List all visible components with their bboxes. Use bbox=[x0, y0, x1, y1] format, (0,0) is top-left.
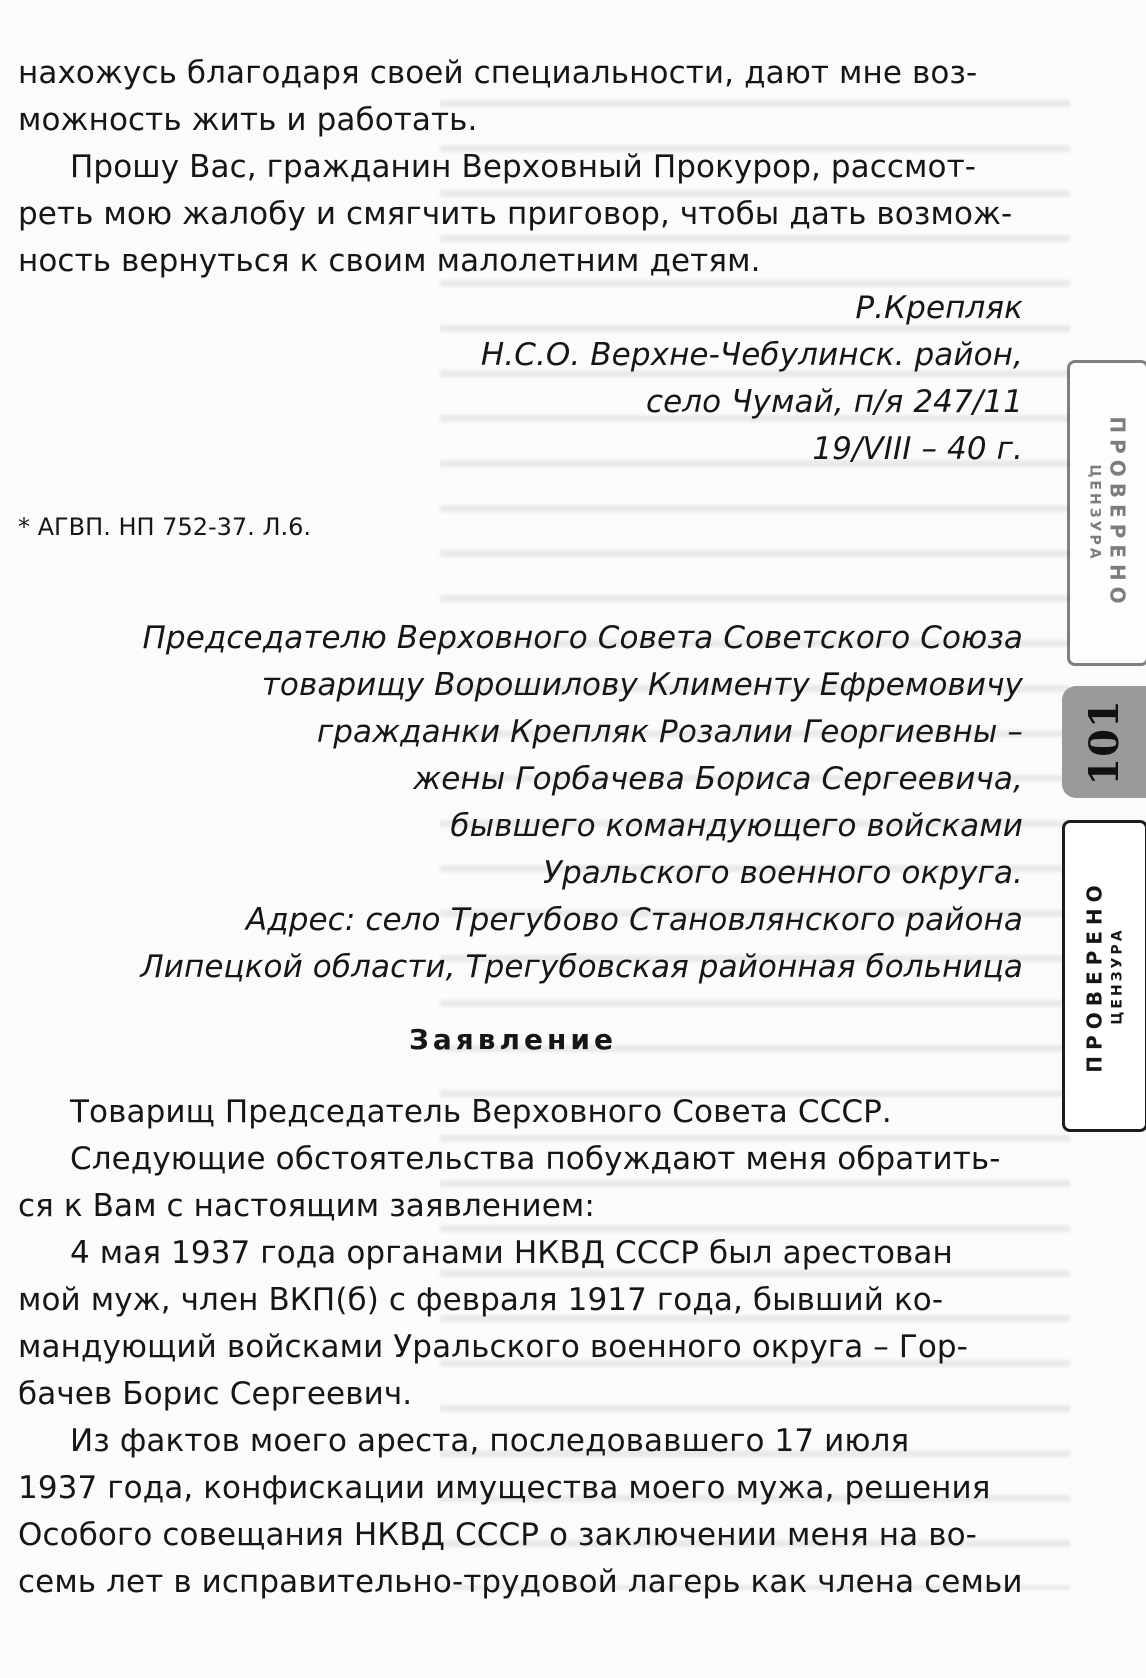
page-number-tab bbox=[1062, 686, 1146, 798]
text-line: нахожусь благодаря своей специальности, дают мне воз- bbox=[18, 55, 978, 91]
text-line: бачев Борис Сергеевич. bbox=[18, 1376, 413, 1412]
text-line: ся к Вам с настоящим заявлением: bbox=[18, 1188, 595, 1224]
page-number: 101 bbox=[1080, 698, 1128, 786]
signature-date: 19/VIII – 40 г. bbox=[812, 431, 1023, 467]
footnote: * АГВП. НП 752-37. Л.6. bbox=[18, 513, 312, 541]
stamp-subtext: ЦЕНЗУРА bbox=[1110, 927, 1126, 1025]
text-line: 1937 года, конфискации имущества моего мужа, решения bbox=[18, 1470, 991, 1506]
text-line: можность жить и работать. bbox=[18, 102, 478, 138]
stamp-text: ПРОВЕРЕНО bbox=[1106, 416, 1130, 610]
address-line: Липецкой области, Трегубовская районная больница bbox=[140, 949, 1023, 985]
text-line: ность вернуться к своим малолетним детям. bbox=[18, 243, 761, 279]
address-line: товарищу Ворошилову Клименту Ефремовичу bbox=[261, 667, 1023, 703]
address-line: Адрес: село Трегубово Становлянского района bbox=[245, 902, 1023, 938]
text-line: реть мою жалобу и смягчить приговор, чтобы дать возмож- bbox=[18, 196, 1013, 232]
signature-village: село Чумай, п/я 247/11 bbox=[645, 384, 1023, 420]
address-line: бывшего командующего войсками bbox=[450, 808, 1023, 844]
text-line: семь лет в исправительно-трудовой лагерь как члена семьи bbox=[18, 1564, 1023, 1600]
address-line: Уральского военного округа. bbox=[543, 855, 1023, 891]
signature-region: Н.С.О. Верхне-Чебулинск. район, bbox=[480, 337, 1023, 373]
stamp-subtext: ЦЕНЗУРА bbox=[1087, 464, 1103, 562]
address-line: гражданки Крепляк Розалии Георгиевны – bbox=[316, 714, 1023, 750]
stamp-text: ПРОВЕРЕНО bbox=[1083, 879, 1107, 1073]
address-line: Председателю Верховного Совета Советского Союза bbox=[142, 620, 1023, 656]
signature-name: Р.Крепляк bbox=[855, 290, 1023, 326]
censor-stamp-mirrored bbox=[1067, 360, 1146, 666]
text-line: 4 мая 1937 года органами НКВД СССР был арестован bbox=[70, 1235, 953, 1271]
text-line: Следующие обстоятельства побуждают меня обратить- bbox=[70, 1141, 1001, 1177]
text-line: Товарищ Председатель Верховного Совета СССР. bbox=[70, 1094, 892, 1130]
text-line: Особого совещания НКВД СССР о заключении меня на во- bbox=[18, 1517, 977, 1553]
text-line: Из фактов моего ареста, последовавшего 17 июля bbox=[70, 1423, 910, 1459]
text-line: мой муж, член ВКП(б) с февраля 1917 года, бывший ко- bbox=[18, 1282, 944, 1318]
address-line: жены Горбачева Бориса Сергеевича, bbox=[413, 761, 1023, 797]
censor-stamp bbox=[1062, 820, 1146, 1132]
text-line: мандующий войсками Уральского военного округа – Гор- bbox=[18, 1329, 968, 1365]
statement-heading: Заявление bbox=[409, 1023, 617, 1056]
text-line: Прошу Вас, гражданин Верховный Прокурор, рассмот- bbox=[70, 149, 977, 185]
